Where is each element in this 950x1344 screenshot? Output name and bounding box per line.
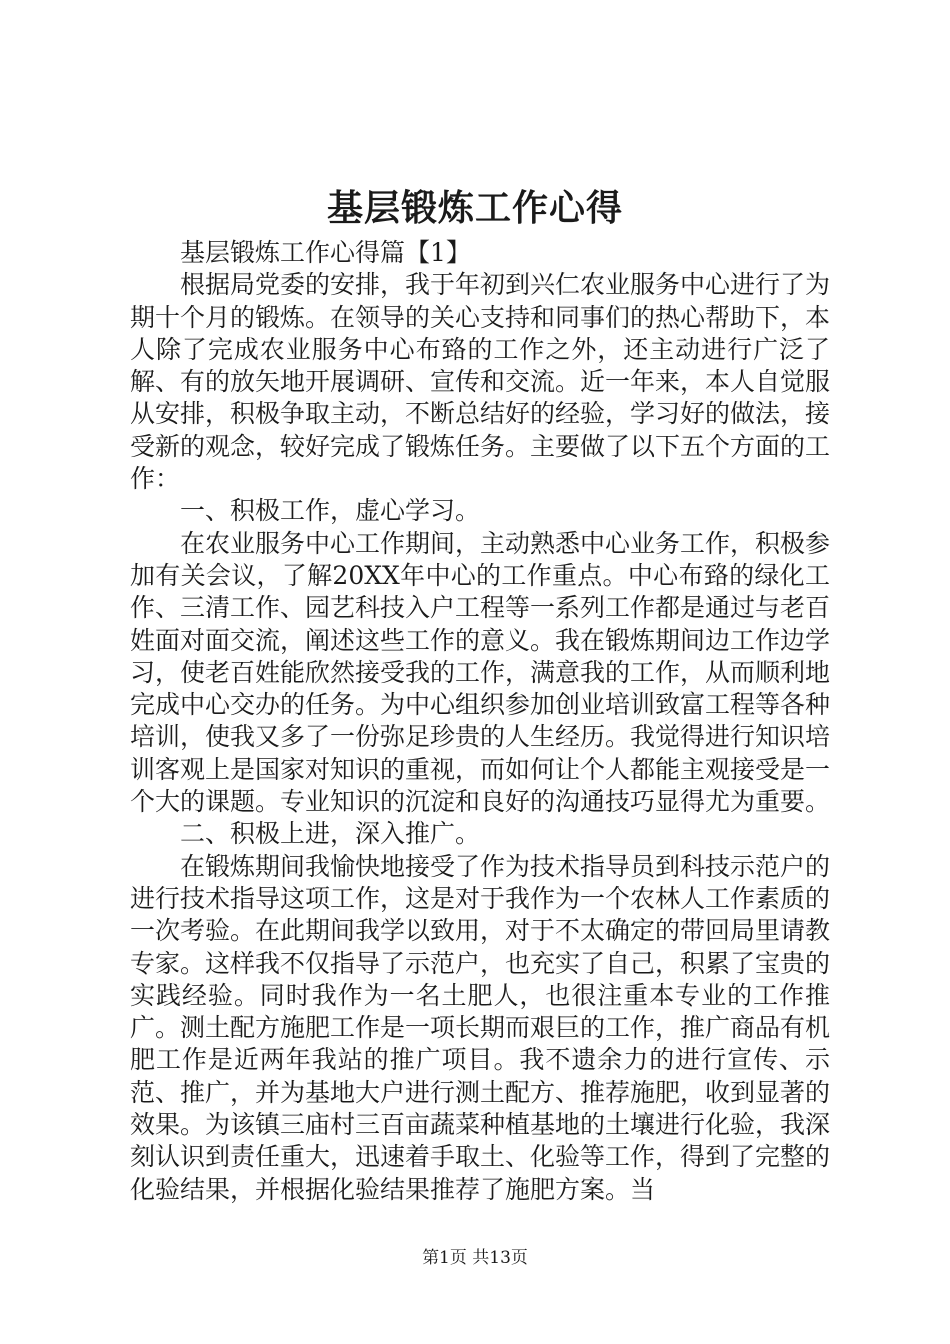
document-title: 基层锻炼工作心得: [326, 187, 623, 229]
page-footer: 第1页 共13页: [422, 1248, 528, 1268]
document-body: [130, 237, 830, 1206]
paragraph: 在锻炼期间我愉快地接受了作为技术指导员到科技示范户的进行技术指导这项工作，这是对于我作为一个农林人工作素质的一次考验。在此期间我学以致用，对于不太确定的带回局里请教专家。这样我不仅指导了示范户，也充实了自己，积累了宝贵的实践经验。同时我作为一名土肥人，也很注重本专业的工作推广。测土配方施肥工作是一项长期而艰巨的工作，推广商品有机肥工作是近两年我站的推广项目。我不遗余力的进行宣传、示范、推广，并为基地大户进行测土配方、推荐施肥，收到显著的效果。为该镇三庙村三百亩蔬菜种植基地的土壤进行化验，我深刻认识到责任重大，迅速着手取土、化验等工作，得到了完整的化验结果，并根据化验结果推荐了施肥方案。当: [130, 851, 831, 1204]
paragraph: 根据局党委的安排，我于年初到兴仁农业服务中心进行了为期十个月的锻炼。在领导的关心支持和同事们的热心帮助下，本人除了完成农业服务中心布臵的工作之外，还主动进行广泛了解、有的放矢地开展调研、宣传和交流。近一年来，本人自觉服从安排，积极争取主动，不断总结好的经验，学习好的做法，接受新的观念，较好完成了锻炼任务。主要做了以下五个方面的工作：: [130, 270, 831, 494]
paragraph: 在农业服务中心工作期间，主动熟悉中心业务工作，积极参加有关会议，了解20XX年中心的工作重点。中心布臵的绿化工作、三清工作、园艺科技入户工程等一系列工作都是通过与老百姓面对面交流，阐述这些工作的意义。我在锻炼期间边工作边学习，使老百姓能欣然接受我的工作，满意我的工作，从而顺利地完成中心交办的任务。为中心组织参加创业培训致富工程等各种培训，使我又多了一份弥足珍贵的人生经历。我觉得进行知识培训客观上是国家对知识的重视，而如何让个人都能主观接受是一个大的课题。专业知识的沉淀和良好的沟通技巧显得尤为重要。: [130, 528, 831, 817]
section-subtitle: 基层锻炼工作心得篇【1】: [180, 238, 471, 267]
section-heading: 一、积极工作，虚心学习。: [180, 496, 481, 526]
section-heading: 二、积极上进，深入推广。: [180, 819, 481, 849]
